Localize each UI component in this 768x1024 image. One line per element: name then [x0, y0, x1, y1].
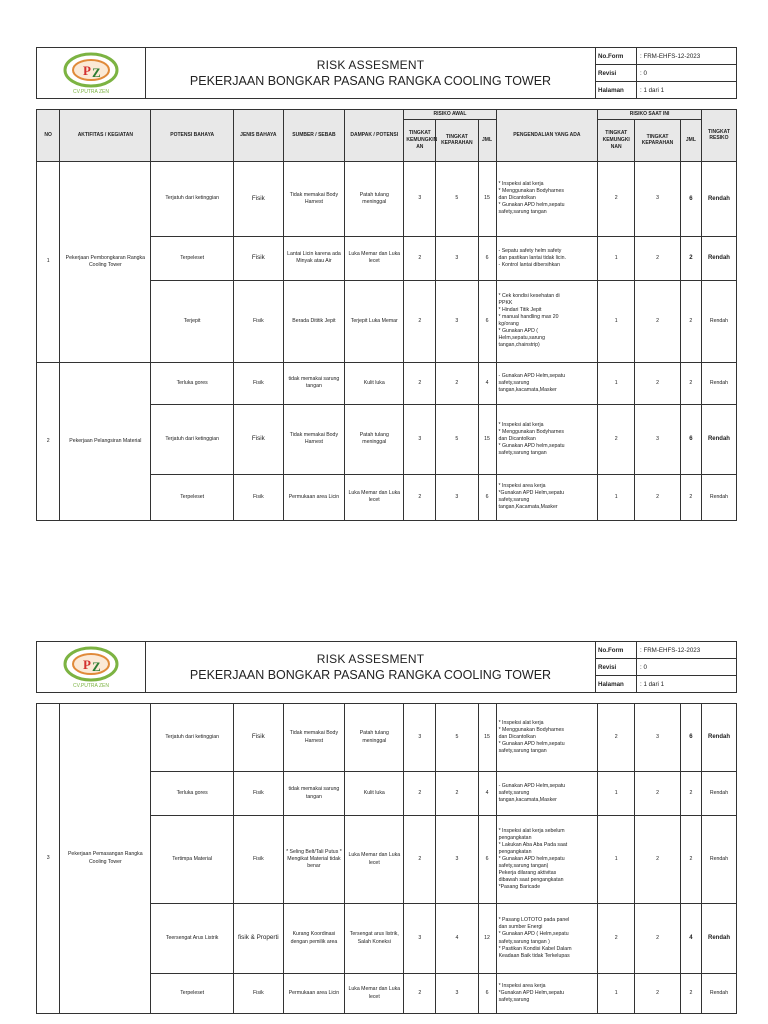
control-line: safety,sarung tangan) [498, 863, 549, 869]
control-line: safety,sarung [498, 497, 530, 504]
source-cell: Tidak memakai Body Harnest [283, 704, 344, 772]
current-score-cell: 6 [680, 404, 701, 474]
hazard-cell: Terpeleset [151, 474, 234, 520]
hazard-cell: Terjatuh dari ketinggian [151, 161, 234, 236]
impact-cell: Luka Memar dan Luka lecet [345, 974, 404, 1014]
current-score-cell: 4 [680, 904, 701, 974]
likelihood-cell: 3 [404, 704, 436, 772]
hazard-type-cell: Fisik [233, 704, 283, 772]
hazard-type-cell: Fisik [233, 236, 283, 280]
risk-table-2-body [37, 704, 737, 1014]
current-score-cell: 2 [680, 816, 701, 904]
source-cell: tidak memakai sarung tangan [283, 772, 344, 816]
score-cell: 6 [478, 280, 496, 362]
control-line: * Inspeksi alat kerja [498, 421, 544, 428]
control-line: * Menggunakan Bodyharnes [498, 428, 564, 435]
current-severity-cell: 2 [635, 816, 681, 904]
risk-level-cell: Rendah [701, 280, 736, 362]
control-line: safety,sarung tangan [498, 209, 547, 216]
current-score-cell: 6 [680, 704, 701, 772]
risk-table-1-body [37, 161, 737, 520]
likelihood-cell: 3 [404, 904, 436, 974]
impact-cell: Patah tulang meninggal [345, 161, 404, 236]
hazard-cell: Terluka gores [151, 362, 234, 404]
severity-cell: 3 [436, 474, 478, 520]
current-score-cell: 2 [680, 974, 701, 1014]
control-line: * Gunakan APD ( Helm,sepatu [498, 931, 569, 938]
control-line: * Menggunakan Bodyharnes [498, 726, 565, 733]
hazard-type-cell: Fisik [233, 772, 283, 816]
severity-cell: 2 [436, 362, 478, 404]
score-cell: 6 [478, 236, 496, 280]
control-cell [496, 974, 598, 1014]
row-number: 1 [37, 161, 60, 362]
control-line: dan Dicantolkan [498, 435, 536, 442]
severity-cell: 3 [436, 280, 478, 362]
svg-text:P: P [83, 657, 91, 672]
control-cell [496, 362, 598, 404]
score-cell: 4 [478, 362, 496, 404]
svg-text:CV.PUTRA ZEN: CV.PUTRA ZEN [73, 89, 109, 95]
svg-text:Z: Z [92, 65, 101, 80]
control-line: * manual handling max 20 [498, 314, 559, 321]
risk-level-cell: Rendah [701, 772, 736, 816]
likelihood-cell: 2 [404, 474, 436, 520]
control-cell [496, 236, 598, 280]
hazard-cell: Terjepit [151, 280, 234, 362]
hazard-type-cell: Fisik [233, 404, 283, 474]
source-cell: tidak memakai sarung tangan [283, 362, 344, 404]
source-cell: Lantai Licin karena ada Minyak atau Air [283, 236, 344, 280]
hazard-type-cell: Fisik [233, 474, 283, 520]
likelihood-cell: 2 [404, 974, 436, 1014]
likelihood-cell: 2 [404, 362, 436, 404]
impact-cell: Terjepit Luka Memar [345, 280, 404, 362]
control-line: * Gunakan APD helm,sepatu [498, 855, 565, 862]
control-cell [496, 161, 598, 236]
table-row [37, 704, 737, 772]
current-likelihood-cell: 1 [598, 974, 635, 1014]
current-severity-cell: 2 [635, 236, 681, 280]
current-likelihood-cell: 1 [598, 816, 635, 904]
hazard-cell: Terluka gores [151, 772, 234, 816]
company-logo [37, 48, 146, 98]
control-line: * Inspeksi alat kerja [498, 181, 544, 188]
hazard-type-cell: Fisik [233, 362, 283, 404]
control-line: safety,sarung tangan [498, 748, 547, 755]
likelihood-cell: 2 [404, 816, 436, 904]
impact-cell: Luka Memar dan Luka lecet [345, 816, 404, 904]
control-line: dibawah saat pengangkatan [498, 877, 564, 884]
control-line: PPKK [498, 300, 513, 307]
current-score-cell: 2 [680, 474, 701, 520]
control-line: * Gunakan APD helm,sepatu [498, 442, 565, 449]
svg-text:P: P [83, 63, 91, 78]
impact-cell: Patah tulang meninggal [345, 704, 404, 772]
control-line: dan Dicantolkan [498, 195, 536, 202]
severity-cell: 4 [436, 904, 478, 974]
control-cell [496, 474, 598, 520]
current-severity-cell: 2 [635, 974, 681, 1014]
current-severity-cell: 2 [635, 904, 681, 974]
risk-level-cell: Rendah [701, 236, 736, 280]
current-severity-cell: 2 [635, 280, 681, 362]
form-title: RISK ASSESMENT [316, 652, 425, 666]
current-likelihood-cell: 2 [598, 704, 635, 772]
risk-table-2 [36, 703, 737, 1014]
score-cell: 6 [478, 974, 496, 1014]
risk-table-1: NO AKTIFITAS / KEGIATAN POTENSI BAHAYA JENIS BAHAYA SUMBER / SEBAB DAMPAK / POTENSI RISIKO AWAL PENGENDALIAN YANG ADA RISIKO SAAT INI TINGKAT RESIKO TINGKAT KEMUNGKIN AN TINGKAT KEPARAHAN JML TINGKAT KEMUNGKI NAN TINGKAT KEPARAHAN JML 1 Pekerjaan Pembongkaran Rangka Cooling Tower Terjatuh dari ketinggian Fisik Tidak memakai Body Harnest Patah tulang meninggal 3 5 15 * Inspeksi alat kerja * Menggunakan Bodyharnes dan Dicantolkan * Gunakan APD helm,sepatu safety,sarung tangan 2 3 6 Rendah Terpeleset Fisik Lantai Licin karena ada Minyak atau Air Luka Memar dan Luka lecet 2 3 6 - Sepatu safety helm safety dan pastikan lantai tidak licin. - Kontrol lantai dibersihkan 1 2 2 Rendah Terjepit Fisik Berada Dititik Jepit Terjepit Luka Memar 2 3 6 * Cek kondisi kesehatan di PPKK * Hindari Titik Jepit * manual handling max 20 kg/orang * Gunakan APD ( Helm,sepatu,sarung tangan,chainstrip) 1 2 2 Rendah 2 Pekerjaan Pelangsiran Material Terluka gores Fisik tidak memakai sarung tangan Kulit luka 2 2 4 - Gunakan APD Helm,sepatu safety,sarung tangan,kacamata,Masker 1 2 2 Rendah Terjatuh dari ketinggian Fisik Tidak memakai Body Harnest Patah tulang meninggal 3 5 15 * Inspeksi alat kerja * Menggunakan Bodyharnes dan Dicantolkan * Gunakan APD helm,sepatu safety,sarung tangan 2 3 6 Rendah Terpeleset Fisik Permukaan area Licin Luka Memar dan Luka lecet 2 3 6 * Inspeksi area kerja *Gunakan APD Helm,sepatu safety,sarung tangan,Kacamata,Masker 1 2 2 Rendah [36, 109, 737, 521]
hazard-type-cell: Fisik [233, 161, 283, 236]
likelihood-cell: 2 [404, 280, 436, 362]
row-number: 3 [37, 704, 60, 1014]
form-page-1 [36, 47, 737, 521]
risk-level-cell: Rendah [701, 904, 736, 974]
control-line: tangan,kacamata,Masker [498, 386, 557, 393]
likelihood-cell: 2 [404, 772, 436, 816]
control-line: * Cek kondisi kesehatan di [498, 293, 560, 300]
likelihood-cell: 2 [404, 236, 436, 280]
control-line: - Kontrol lantai dibersihkan [498, 261, 560, 268]
hazard-cell: Tertimpa Material [151, 816, 234, 904]
hazard-type-cell: fisik & Properti [233, 904, 283, 974]
hazard-type-cell: Fisik [233, 974, 283, 1014]
hazard-type-cell: Fisik [233, 280, 283, 362]
score-cell: 15 [478, 704, 496, 772]
control-line: * Lakukan Aba Aba Pada saat [498, 841, 568, 848]
score-cell: 12 [478, 904, 496, 974]
impact-cell: Kulit luka [345, 362, 404, 404]
current-likelihood-cell: 1 [598, 280, 635, 362]
current-severity-cell: 3 [635, 704, 681, 772]
company-logo [37, 642, 146, 692]
risk-level-cell: Rendah [701, 161, 736, 236]
control-line: * Inspeksi area kerja [498, 483, 546, 490]
control-line: tangan,Kacamata,Masker [498, 504, 558, 511]
control-line: safety,sarung [498, 379, 530, 386]
control-line: safety,sarung tangan [498, 449, 547, 456]
control-line: kg/orang [498, 321, 519, 328]
form-header [36, 641, 737, 693]
control-line: pengangkatan [498, 848, 532, 855]
control-line: * Pasang LOTOTO pada panel [498, 917, 570, 924]
control-line: tangan,chainstrip) [498, 342, 540, 349]
control-line: - Gunakan APD Helm,sepatu [498, 782, 566, 789]
control-cell [496, 280, 598, 362]
control-line: safety,sarung [498, 789, 530, 796]
form-header [36, 47, 737, 99]
current-score-cell: 2 [680, 362, 701, 404]
current-likelihood-cell: 2 [598, 404, 635, 474]
severity-cell: 3 [436, 816, 478, 904]
form-page-2 [36, 641, 737, 1014]
risk-level-cell: Rendah [701, 974, 736, 1014]
hazard-cell: Teersengat Arus Listrik [151, 904, 234, 974]
activity-cell: Pekerjaan Pemasangan Rangka Cooling Tower [60, 704, 151, 1014]
severity-cell: 5 [436, 404, 478, 474]
table-row [37, 161, 737, 236]
current-severity-cell: 2 [635, 362, 681, 404]
control-line: Keadaan Baik tidak Terkelupas [498, 952, 570, 959]
source-cell: * Seling Belt/Tali Putus * Mengikat Material tidak benar [283, 816, 344, 904]
current-likelihood-cell: 1 [598, 474, 635, 520]
current-score-cell: 2 [680, 236, 701, 280]
control-line: * Inspeksi area kerja [498, 982, 546, 989]
control-cell [496, 816, 598, 904]
control-line: - Gunakan APD Helm,sepatu [498, 372, 566, 379]
control-line: * Menggunakan Bodyharnes [498, 188, 564, 195]
severity-cell: 5 [436, 161, 478, 236]
current-score-cell: 6 [680, 161, 701, 236]
source-cell: Berada Dititik Jepit [283, 280, 344, 362]
score-cell: 15 [478, 404, 496, 474]
severity-cell: 3 [436, 974, 478, 1014]
control-line: * Gunakan APD helm,sepatu [498, 741, 565, 747]
form-meta: No.Form : FRM-EHFS-12-2023 Revisi : 0 Halaman : 1 dari 1 [596, 642, 736, 692]
control-cell [496, 404, 598, 474]
source-cell: Permukaan area Licin [283, 974, 344, 1014]
score-cell: 6 [478, 816, 496, 904]
source-cell: Permukaan area Licin [283, 474, 344, 520]
control-line: Helm,sepatu,sarung [498, 335, 545, 342]
control-line: dan pastikan lantai tidak licin. [498, 254, 567, 261]
control-line: * Hindari Titik Jepit [498, 307, 542, 314]
current-score-cell: 2 [680, 280, 701, 362]
control-line: *Gunakan APD Helm,sepatu [498, 490, 564, 497]
hazard-type-cell: Fisik [233, 816, 283, 904]
control-line: *Pasang Baricade [498, 884, 541, 891]
current-likelihood-cell: 2 [598, 904, 635, 974]
current-likelihood-cell: 1 [598, 362, 635, 404]
hazard-cell: Terpeleset [151, 236, 234, 280]
form-subtitle: PEKERJAAN BONGKAR PASANG RANGKA COOLING TOWER [189, 74, 552, 88]
severity-cell: 2 [436, 772, 478, 816]
control-line: * Pastikan Kondisi Kabel Dalam [498, 945, 572, 952]
hazard-cell: Terjatuh dari ketinggian [151, 404, 234, 474]
current-score-cell: 2 [680, 772, 701, 816]
control-line: safety,sarung tangan ) [498, 938, 550, 945]
current-likelihood-cell: 1 [598, 236, 635, 280]
impact-cell: Tersengat arus listrik, Salah Koneksi [345, 904, 404, 974]
activity-cell: Pekerjaan Pelangsiran Material [60, 362, 151, 520]
risk-level-cell: Rendah [701, 362, 736, 404]
score-cell: 4 [478, 772, 496, 816]
source-cell: Kurang Koordinasi dengan pemilik area [283, 904, 344, 974]
risk-level-cell: Rendah [701, 704, 736, 772]
current-likelihood-cell: 2 [598, 161, 635, 236]
impact-cell: Patah tulang meninggal [345, 404, 404, 474]
score-cell: 15 [478, 161, 496, 236]
svg-text:CV.PUTRA ZEN: CV.PUTRA ZEN [73, 683, 109, 689]
severity-cell: 5 [436, 704, 478, 772]
impact-cell: Kulit luka [345, 772, 404, 816]
control-line: * Inspeksi alat kerja [498, 719, 544, 726]
control-line: safety,sarung [498, 997, 530, 1003]
control-line: - Sepatu safety helm safety [498, 247, 562, 254]
risk-level-cell: Rendah [701, 474, 736, 520]
control-line: dan sumber Energi [498, 924, 543, 931]
control-line: Pekerja dilarang aktivitas [498, 870, 557, 877]
activity-cell: Pekerjaan Pembongkaran Rangka Cooling Tower [60, 161, 151, 362]
row-number: 2 [37, 362, 60, 520]
risk-level-cell: Rendah [701, 404, 736, 474]
hazard-cell: Terpeleset [151, 974, 234, 1014]
impact-cell: Luka Memar dan Luka lecet [345, 474, 404, 520]
score-cell: 6 [478, 474, 496, 520]
source-cell: Tidak memakai Body Harnest [283, 161, 344, 236]
impact-cell: Luka Memar dan Luka lecet [345, 236, 404, 280]
current-severity-cell: 3 [635, 404, 681, 474]
control-line: * Inspeksi alat kerja sebelum [498, 827, 565, 834]
current-likelihood-cell: 1 [598, 772, 635, 816]
control-line: * Gunakan APD helm,sepatu [498, 202, 565, 209]
hazard-cell: Terjatuh dari ketinggian [151, 704, 234, 772]
current-severity-cell: 3 [635, 161, 681, 236]
risk-level-cell: Rendah [701, 816, 736, 904]
control-cell [496, 772, 598, 816]
current-severity-cell: 2 [635, 474, 681, 520]
svg-text:Z: Z [92, 659, 101, 674]
likelihood-cell: 3 [404, 404, 436, 474]
control-line: tangan,kacamata,Masker [498, 797, 557, 803]
likelihood-cell: 3 [404, 161, 436, 236]
control-cell [496, 704, 598, 772]
form-title: RISK ASSESMENT [316, 58, 425, 72]
table-row [37, 362, 737, 404]
form-meta: No.Form : FRM-EHFS-12-2023 Revisi : 0 Halaman : 1 dari 1 [596, 48, 736, 98]
control-line: * Gunakan APD ( [498, 328, 539, 335]
control-line: pengangkatan [498, 834, 532, 841]
form-subtitle: PEKERJAAN BONGKAR PASANG RANGKA COOLING TOWER [189, 668, 552, 682]
control-line: dan Dicantolkan [498, 733, 536, 740]
control-cell [496, 904, 598, 974]
source-cell: Tidak memakai Body Harnest [283, 404, 344, 474]
control-line: *Gunakan APD Helm,sepatu [498, 989, 565, 996]
severity-cell: 3 [436, 236, 478, 280]
current-severity-cell: 2 [635, 772, 681, 816]
